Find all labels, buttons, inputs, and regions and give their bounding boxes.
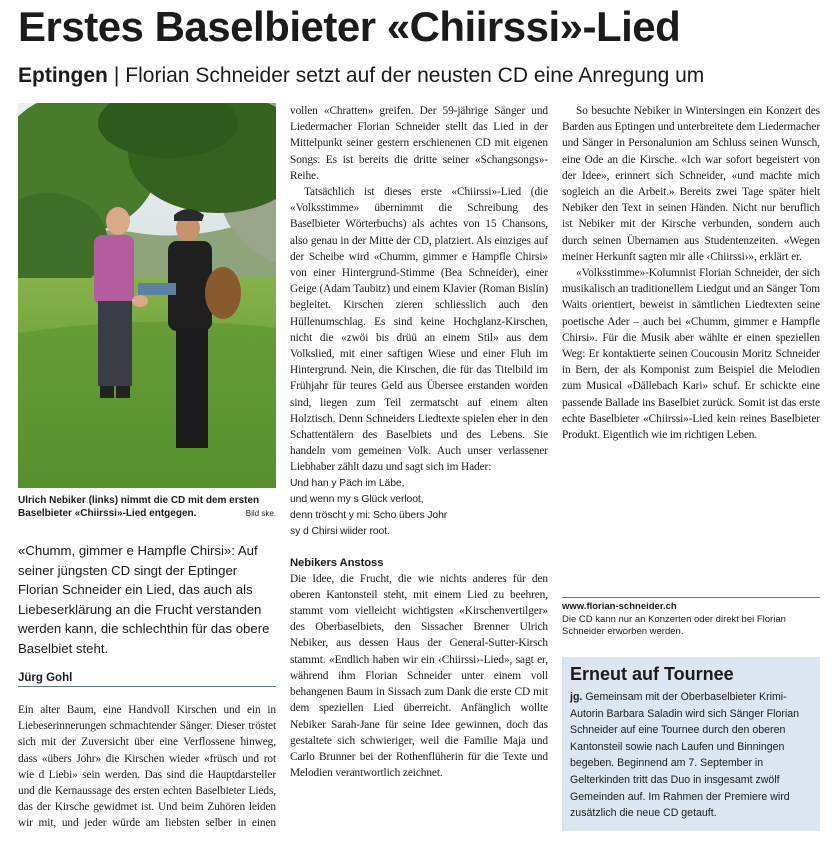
article-lead: «Chumm, gimmer e Hampfle Chirsi»: Auf seiner jüngsten CD singt der Eptinger Florian Schneider ein Lied, das auch als Liebeserklärung an die Frucht verstanden werden kann, die schlechthin für das obere Baselbiet steht.: [18, 543, 270, 656]
verse-line: Und han y Päch im Läbe,: [290, 477, 405, 489]
body-paragraph-3: Die Idee, die Frucht, die wie nichts anderes für den oberen Kantonsteil steht, mit einem Lied zu beehren, stammt vom vielleicht wichtigsten «Kirschenvertilger» des Oberbaselbiets, den Sissacher Brenner Ulrich Nebiker, aus dessen Haus der General-Sutter-Kirsch stammt. «Endlich haben wir ein ‹Chiirssi›-Lied», sagt er, während ihm Florian Schneider unter einem voll behangenen Baum in Sissach zum Dank die erste CD mit dem speziellen Lied überreicht. Anfänglich wollte Nebiker Sarah-Jane für seine Idee gewinnen, doch das gestaltete sich schwieriger, weil die Familie Maja und Carlo Brunner bei der Rothenflüherin für die Texte und Melodien verantwortlich zeichnet.: [290, 572, 548, 780]
body-paragraph-1-continued: vollen «Chratten» greifen. Der 59-jährige Sänger und Liedermacher Florian Schneider stellt das Lied in der Mittelpunkt seiner gestern erschienenen CD mit eigenen Songs. Es ist bereits die dritte seiner «Schangsongs»-Reihe.: [290, 105, 548, 182]
body-paragraph-1: Ein alter Baum, eine Handvoll Kirschen und ein in Liebeserinnerungen schmachtender Sänger. Dieser tröstet sich mit der Zuversicht über eine Verflossene hinweg, dass «übers Johr» die Kirschen wieder «früsch und rot wie d Liebi» sein werden. Das sind die Hauptdarsteller und die Kernaussage des ersten echten Baselbieter Lieds, das der Kirsche gewidmet ist. Und beim Zuhören leiden wir mit, und jeder würde am liebsten selber in einen: [18, 704, 276, 830]
headline: Erstes Baselbieter «Chiirssi»-Lied: [18, 3, 681, 50]
tour-kicker: jg.: [570, 691, 583, 703]
tour-text: [570, 689, 814, 822]
section-subhead: Nebikers Anstoss: [290, 556, 384, 569]
verse-line: und wenn my s Glück verloot,: [290, 493, 424, 505]
verse-line: denn tröscht y mi: Scho übers Johr: [290, 509, 448, 521]
photo-credit: Bild ske.: [245, 509, 276, 518]
tour-title: Erneut auf Tournee: [570, 664, 734, 684]
article-photo: [18, 103, 276, 488]
body-paragraph-5: «Volksstimme»-Kolumnist Florian Schneider, der sich musikalisch an traditionellem Liedgut und an Sänger Tom Waits orientiert, beweist in sämtlichen Liedtexten seine poetische Ader – auch bei «Chumm, gimmer e Hampfle Chirsi». Für die Musik aber wählte er einen speziellen Weg: Er kontaktierte seinen Coucousin Moritz Schneider in Bern, der als Komponist zum Beispiel die Melodien zum Musical «Dällebach Kari» schuf. Er schickte eine passende Ballade ins Baselbiet zurück. Somit ist das erste echte Baselbieter «Chiirssi»-Lied kein reines Baselbieter Produkt. Eigentlich wie im richtigen Leben.: [562, 267, 820, 442]
author-byline: Jürg Gohl: [18, 672, 276, 687]
body-column-2: [290, 103, 548, 781]
subheadline-text: Florian Schneider setzt auf der neusten CD eine Anregung um: [125, 64, 705, 87]
info-text: Die CD kann nur an Konzerten oder direkt bei Florian Schneider erworben werden.: [562, 613, 786, 637]
body-paragraph-2: Tatsächlich ist dieses erste «Chiirssi»-Lied (die «Volksstimme» übernimmt die Schreibung des Baselbieter Wörterbuchs) als achtes von 15 Chansons, also genau in der Mitte der CD, platziert. Als einziges auf der Scheibe wird «Chumm, gimmer e Hampfle Chirsi» von einer Hintergrund-Stimme (Bea Schneider), einer Geige (Adam Taubitz) und einem Klavier (Roman Bislin) begleitet. Kirschen zieren schliesslich auch den Hüllenumschlag. Es sind keine Hochglanz-Kirschen, nicht die «zwöi bis drüü an einem Stil» aus dem Volkslied, mit einer saftigen Wiese und einer Fluh im Hintergrund. Nein, die Kirschen, die für das Titelbild im Frühjahr für teures Geld aus Übersee erstanden worden sind, liegen zum Teil zermatscht auf einem alten Holztisch. Denn Schneiders Liedtexte spielen eher in den Schattentälern des Baselbiets und des Lebens. Sie handeln vom gemeinen Volk. Auch unser verlassener Liebhaber zählt dazu und sagt sich im Hader:: [290, 186, 548, 474]
body-column-1: [18, 702, 276, 832]
info-note: [562, 597, 820, 639]
body-column-3: [562, 103, 820, 443]
subheadline: [18, 64, 704, 88]
caption-text: Ulrich Nebiker (links) nimmt die CD mit dem ersten Baselbieter «Chiirssi»-Lied entgegen.: [18, 495, 260, 519]
verse-line: sy d Chirsi wiider root.: [290, 525, 390, 537]
website-link[interactable]: www.florian-schneider.ch: [562, 601, 677, 612]
body-paragraph-4: So besuchte Nebiker in Wintersingen ein Konzert des Barden aus Eptingen und unterbreitete dem Liedermacher und Sänger in Personalunion am Schluss seinen Wunsch, eine Ode an die Kirsche. «Ich war sofort begeistert von der Idee», erinnert sich Schneider, «und machte mich sogleich an die Arbeit.» Bereits zwei Tage später hielt Nebiker den Text in seinen Händen. Nicht nur beruflich ist Nebiker mit der Kirsche verbunden, sondern auch durch seinen Übernamen aus Studentenzeiten. «Wegen meiner Herkunft sagten mir alle ‹Chiirssi›», erklärt er.: [562, 105, 820, 263]
kicker-separator: |: [113, 64, 120, 87]
location-kicker: Eptingen: [18, 64, 108, 87]
photo-illustration: [18, 103, 276, 488]
tour-body: Gemeinsam mit der Oberbaselbieter Krimi-Autorin Barbara Saladin wird sich Sänger Florian Schneider auf eine Tournee durch den oberen Kantonsteil sowie nach Laufen und Binningen begeben. Beginnend am 7. September in Gelterkinden tritt das Duo in insgesamt zwölf Gemeinden auf. Im Rahmen der Premiere wird zusätzlich die neue CD getauft.: [570, 691, 800, 820]
photo-caption: [18, 494, 276, 520]
song-verse: [290, 476, 548, 540]
tour-box: [562, 657, 820, 831]
